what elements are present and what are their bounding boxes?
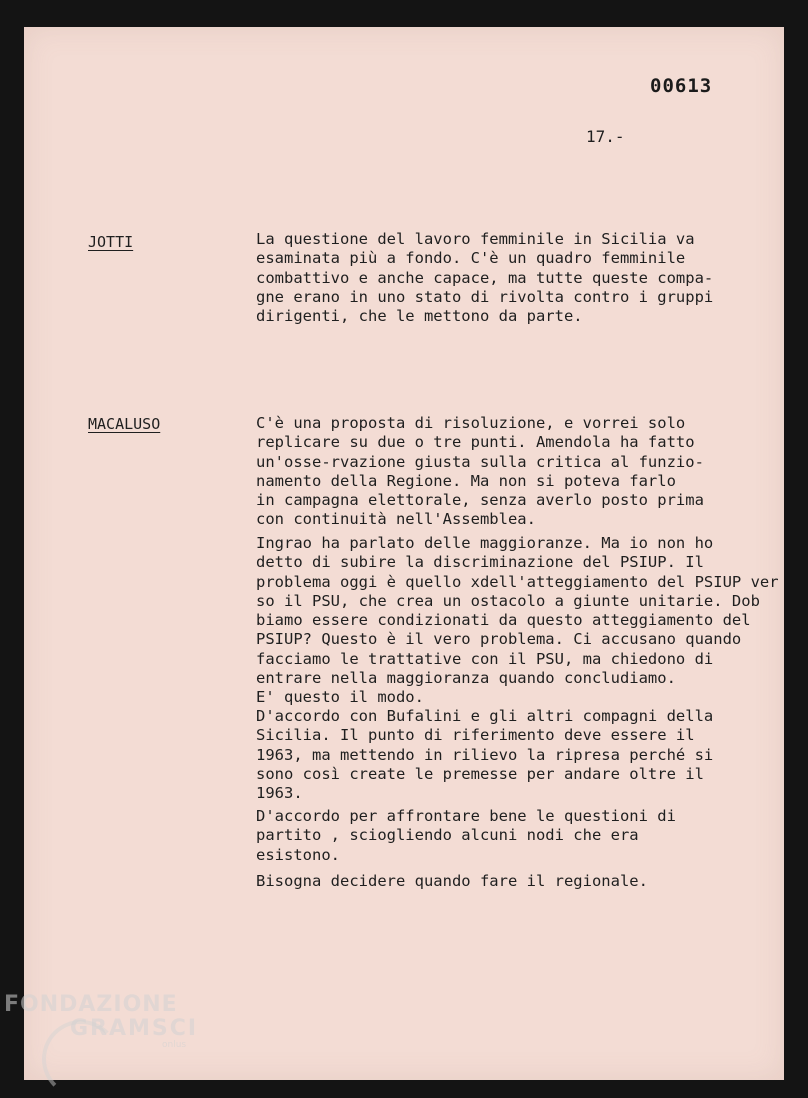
paragraph-macaluso-4: D'accordo per affrontare bene le questioni di partito , sciogliendo alcuni nodi che era esistono. xyxy=(256,807,676,864)
document-page xyxy=(24,27,784,1080)
paragraph-macaluso-2: Ingrao ha parlato delle maggioranze. Ma io non ho detto di subire la discriminazione del PSIUP. Il problema oggi è quello xdell'atteggiamento del PSIUP ver so il PSU, che crea un ostacolo a giunte unitarie. Dob biamo essere condizionati da questo atteggiamento del PSIUP? Questo è il vero problema. Ci accusano quando facciamo le trattative con il PSU, ma chiedono di entrare nella maggioranza quando concludiamo. E' questo il modo. xyxy=(256,534,779,707)
watermark-line-3: onlus xyxy=(162,1040,187,1050)
watermark-line-1: FONDAZIONE xyxy=(4,992,178,1017)
paragraph-macaluso-1: C'è una proposta di risoluzione, e vorrei solo replicare su due o tre punti. Amendola ha fatto un'osse-rvazione giusta sulla critica al funzio- namento della Regione. Ma non si poteva farlo in campagna elettorale, senza averlo posto prima con continuità nell'Assemblea. xyxy=(256,414,704,529)
paragraph-macaluso-3: D'accordo con Bufalini e gli altri compagni della Sicilia. Il punto di riferimento deve essere il 1963, ma mettendo in rilievo la ripresa perché si sono così create le premesse per andare oltre il 1963. xyxy=(256,707,714,803)
paragraph-jotti-1: La questione del lavoro femminile in Sicilia va esaminata più a fondo. C'è un quadro femminile combattivo e anche capace, ma tutte queste compa- gne erano in uno stato di rivolta contro i gruppi dirigenti, che le mettono da parte. xyxy=(256,230,714,326)
speaker-jotti: JOTTI xyxy=(88,233,134,251)
paragraph-macaluso-5: Bisogna decidere quando fare il regionale. xyxy=(256,872,648,890)
fondazione-gramsci-watermark xyxy=(4,992,204,1050)
speaker-macaluso: MACALUSO xyxy=(88,415,161,433)
watermark-line-2: GRAMSCI xyxy=(70,1016,199,1041)
archive-number: 00613 xyxy=(650,75,713,97)
page-number: 17.- xyxy=(586,127,625,146)
